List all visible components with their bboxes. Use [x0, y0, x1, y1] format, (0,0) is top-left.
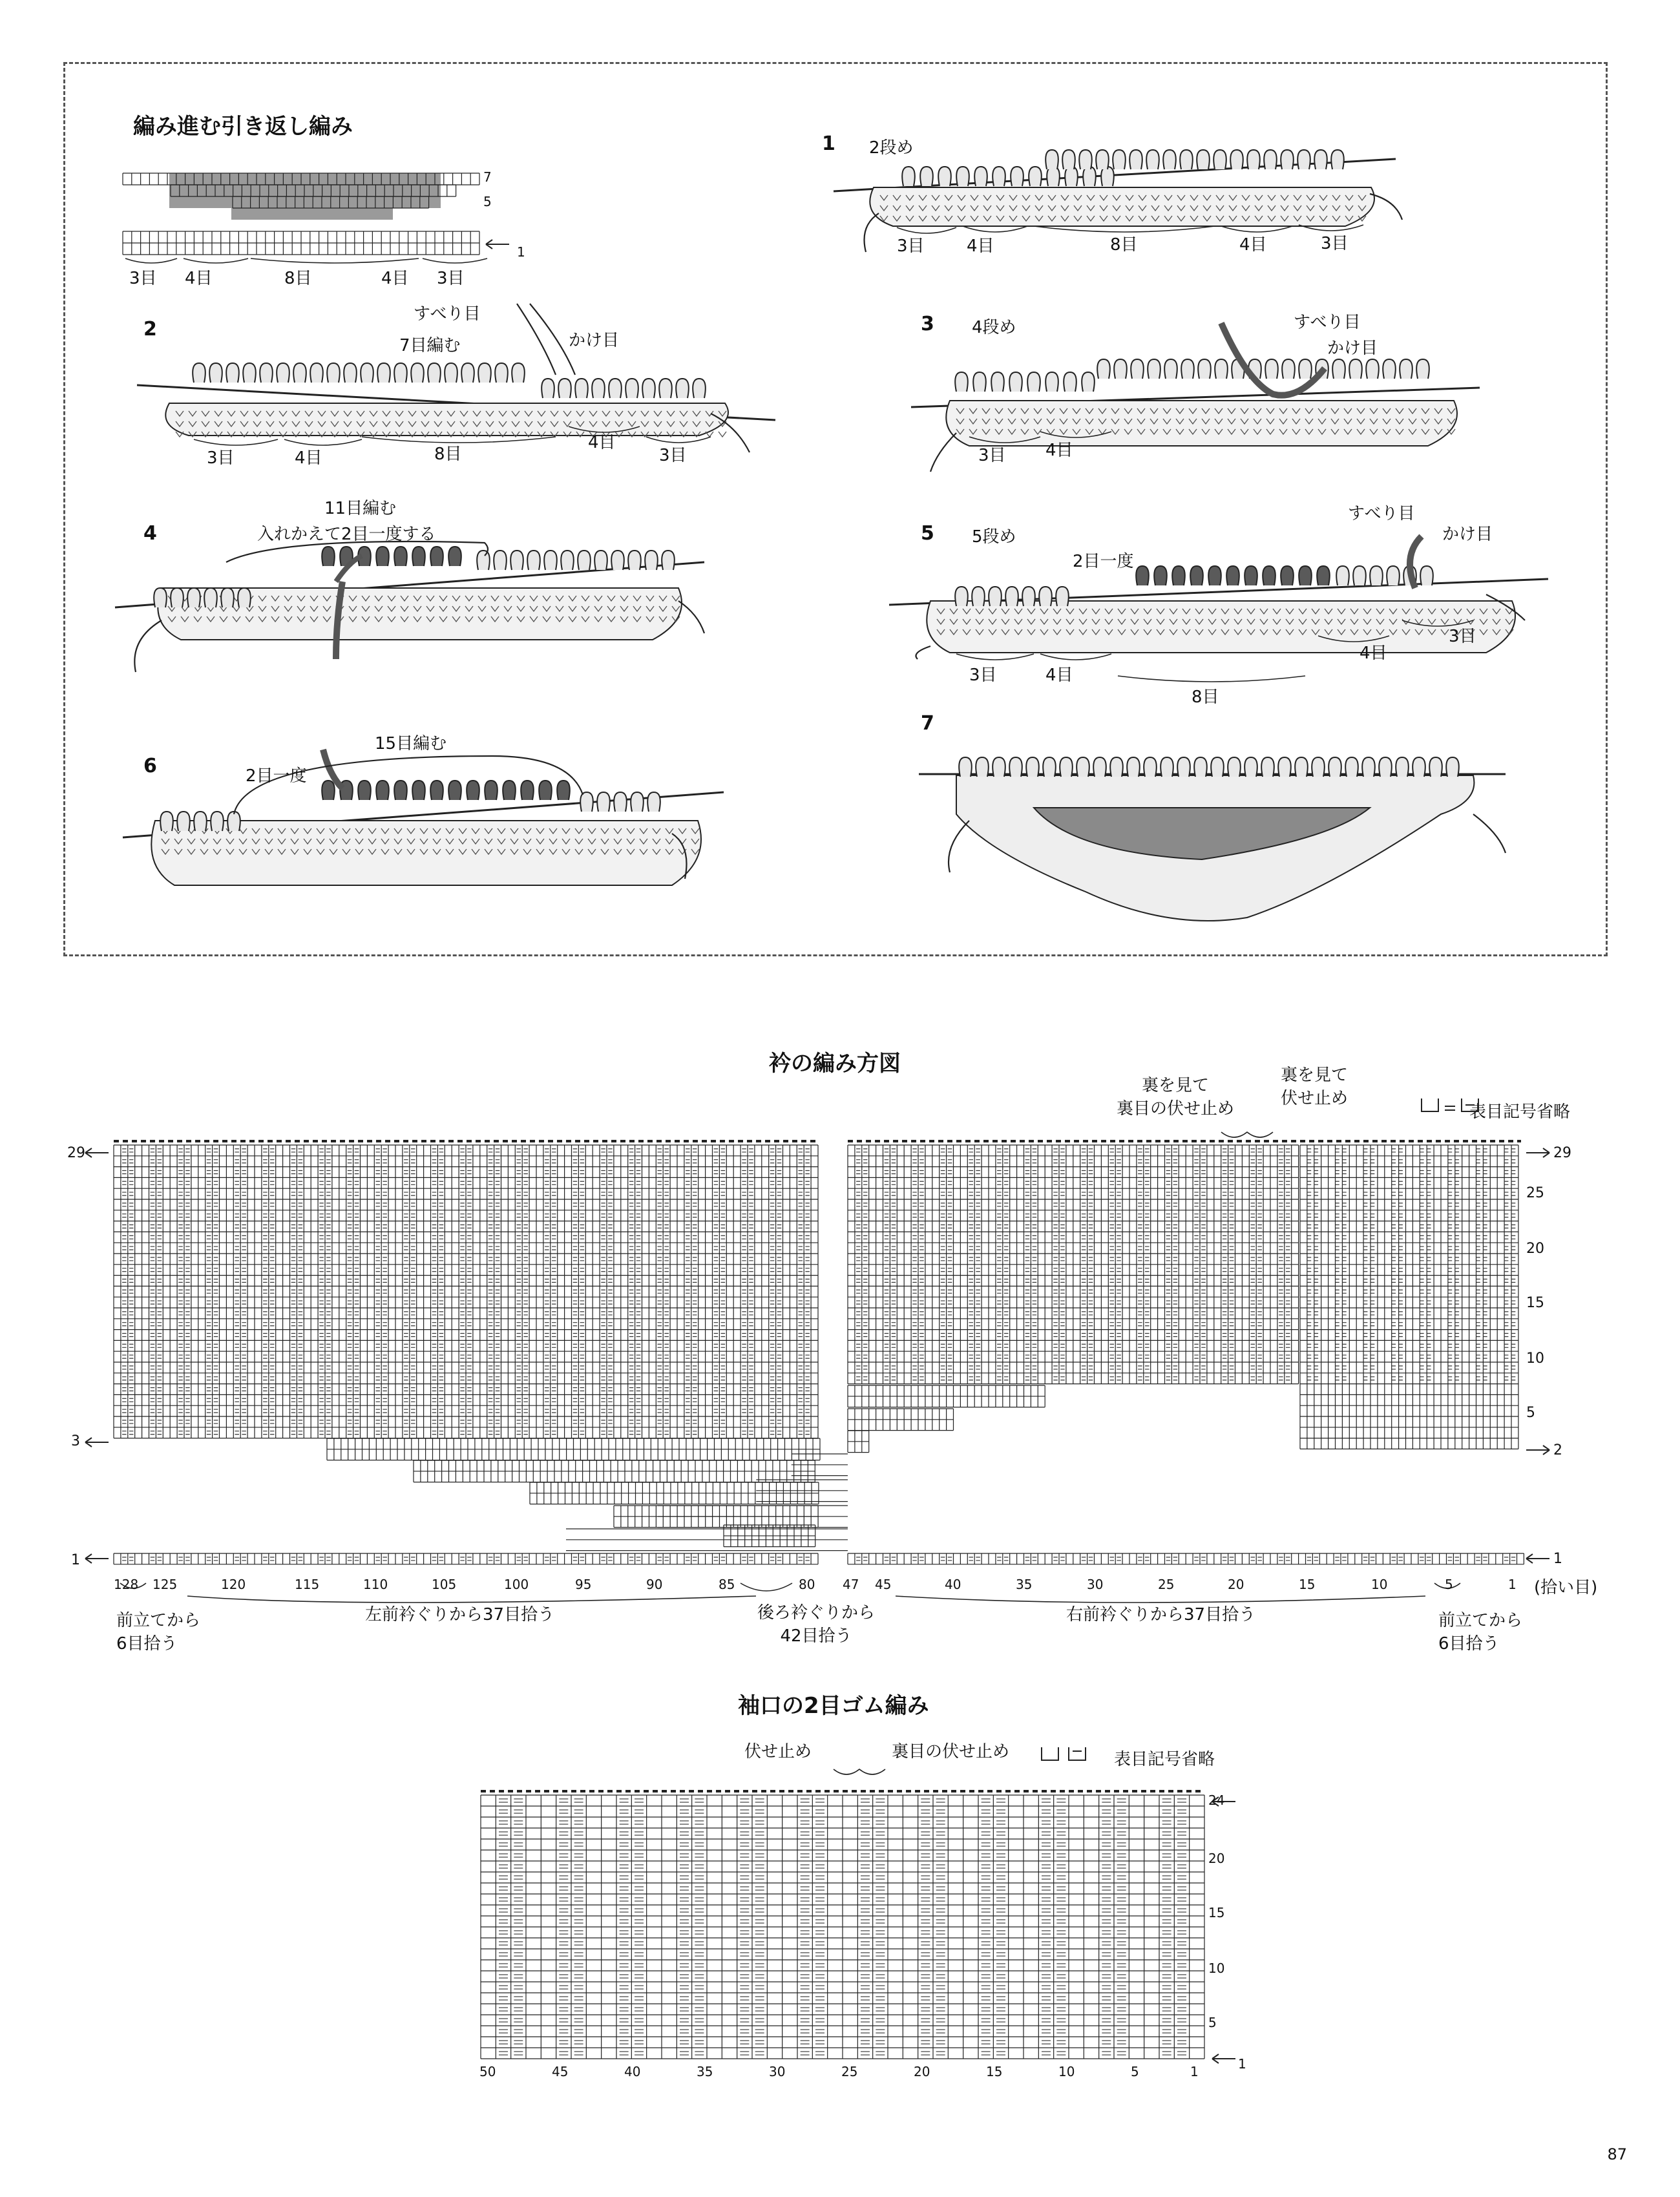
note-label: 15目編む: [375, 734, 447, 753]
collar-legend: 表目記号省略: [1469, 1102, 1571, 1122]
stitch-number: 85: [719, 1577, 735, 1592]
row-number: 24: [1208, 1792, 1225, 1808]
page-number: 87: [1607, 2145, 1627, 2163]
row-number: 10: [1526, 1351, 1544, 1367]
stitch-number: 50: [479, 2064, 496, 2079]
stitch-number: 15: [986, 2064, 1003, 2079]
note-label: かけ目: [1327, 339, 1378, 358]
row-number: 25: [1526, 1185, 1544, 1201]
step-number: 4: [143, 522, 157, 545]
section-title: 編み進む引き返し編み: [133, 114, 353, 140]
stitch-number: 40: [624, 2064, 641, 2079]
collar-label: 右前衿ぐりから37目拾う: [1066, 1605, 1256, 1624]
step-number: 6: [143, 755, 157, 777]
count-label: 3目: [978, 446, 1006, 465]
step-number: 5: [921, 522, 934, 545]
note-label: すべり目: [1348, 504, 1415, 523]
stitch-number: 95: [575, 1577, 592, 1592]
cuff-legend: 表目記号省略: [1114, 1750, 1215, 1769]
mini-count: 4目: [381, 269, 409, 288]
stitch-number: 40: [945, 1577, 961, 1592]
stitch-number: 45: [875, 1577, 892, 1592]
count-label: 4目: [1360, 644, 1387, 663]
count-label: 4目: [1045, 441, 1073, 460]
stitch-number: 105: [432, 1577, 457, 1592]
note-leader: [834, 1769, 885, 1774]
collar-note-2: 裏を見て 伏せ止め: [1281, 1066, 1349, 1108]
step-number: 2: [143, 318, 157, 341]
step-label: 5段め: [972, 527, 1016, 547]
count-label: 3目: [1321, 234, 1349, 253]
row-number: 20: [1526, 1241, 1544, 1257]
row-number: 5: [1208, 2015, 1217, 2030]
stitch-number: 90: [646, 1577, 663, 1592]
step-label: 4段め: [972, 318, 1016, 337]
legend-symbol: [1042, 1747, 1086, 1760]
collar-label: 後ろ衿ぐりから 42目拾う: [757, 1603, 876, 1646]
count-label: 4目: [295, 448, 322, 468]
mini-count: 8目: [284, 269, 312, 288]
collar-label: 前立てから 6目拾う: [1438, 1611, 1523, 1654]
mini-row-7: 7: [483, 169, 492, 185]
stitch-number: 20: [914, 2064, 930, 2079]
stitch-number: 1: [1508, 1577, 1517, 1592]
stitch-number: 100: [504, 1577, 529, 1592]
stitch-number: 25: [1158, 1577, 1175, 1592]
stitch-number: 80: [799, 1577, 815, 1592]
mini-count: 3目: [437, 269, 465, 288]
stitch-number: 110: [363, 1577, 388, 1592]
row-number: 15: [1526, 1295, 1544, 1311]
stitch-number: 30: [1087, 1577, 1104, 1592]
step-label: 2段め: [869, 138, 914, 158]
note-label: かけ目: [569, 331, 620, 350]
collar-title: 衿の編み方図: [769, 1051, 901, 1077]
note-label: 2目一度: [246, 766, 307, 786]
stitch-number: 25: [841, 2064, 858, 2079]
row-number: 29: [1553, 1145, 1571, 1161]
note-label: 11目編む: [324, 499, 397, 518]
row-number: 3: [71, 1433, 80, 1449]
stitch-number: 5: [1445, 1577, 1453, 1592]
cuff-note-1: 伏せ止め: [744, 1742, 812, 1761]
stitch-number: 20: [1228, 1577, 1244, 1592]
stitch-number: 120: [221, 1577, 246, 1592]
collar-label: 左前衿ぐりから37目拾う: [365, 1605, 555, 1624]
cuff-note-2: 裏目の伏せ止め: [892, 1742, 1010, 1761]
step-number: 7: [921, 712, 934, 735]
row-number: 1: [71, 1552, 80, 1568]
mini-count: 3目: [129, 269, 157, 288]
stitch-number: 15: [1299, 1577, 1316, 1592]
row-number: 29: [67, 1145, 85, 1161]
stitch-number: 115: [295, 1577, 320, 1592]
mini-count: 4目: [185, 269, 213, 288]
row-number: 20: [1208, 1851, 1225, 1866]
stitch-number: 10: [1371, 1577, 1388, 1592]
cuff-grid: [481, 1795, 1204, 2059]
count-label: 4目: [1045, 666, 1073, 685]
stitch-number: 10: [1058, 2064, 1075, 2079]
row-number: 15: [1208, 1905, 1225, 1920]
step-number: 1: [822, 132, 835, 155]
row-number: 2: [1553, 1442, 1562, 1458]
count-label: 3目: [659, 446, 687, 465]
count-label: 4目: [967, 237, 994, 256]
mini-row-1: 1: [517, 244, 525, 260]
count-label: 8目: [1192, 688, 1219, 707]
note-label: すべり目: [414, 304, 481, 324]
row-number: 5: [1526, 1405, 1535, 1421]
stitch-number: 128: [114, 1577, 139, 1592]
stitch-number: 5: [1131, 2064, 1139, 2079]
pickup-label: (拾い目): [1534, 1578, 1598, 1597]
count-label: 8目: [1110, 235, 1138, 255]
stitch-number: 45: [552, 2064, 569, 2079]
row-number: 1: [1553, 1551, 1562, 1567]
stitch-number: 35: [697, 2064, 713, 2079]
mini-row-5: 5: [483, 194, 492, 209]
count-label: 4目: [1239, 235, 1267, 255]
note-label: 2目一度: [1073, 552, 1134, 571]
stitch-number: 35: [1016, 1577, 1033, 1592]
stitch-number: 125: [152, 1577, 178, 1592]
count-label: 4目: [588, 433, 616, 452]
row-number: 10: [1208, 1960, 1225, 1976]
stitch-number: 30: [769, 2064, 786, 2079]
count-label: 8目: [434, 445, 462, 464]
count-label: 3目: [969, 666, 997, 685]
stitch-number: 47: [843, 1577, 859, 1592]
note-label: かけ目: [1442, 525, 1493, 544]
step-number: 3: [921, 313, 934, 335]
count-label: 3目: [1449, 627, 1476, 646]
note-label: 7目編む: [399, 336, 461, 355]
count-label: 3目: [207, 448, 235, 468]
cuff-title: 袖口の2目ゴム編み: [738, 1693, 929, 1719]
count-label: 3目: [897, 237, 925, 256]
collar-note-1: 裏を見て 裏目の伏せ止め: [1117, 1076, 1235, 1119]
note-label: 入れかえて2目一度する: [257, 525, 436, 544]
collar-label: 前立てから 6目拾う: [116, 1611, 201, 1654]
row-arrow: [1212, 2054, 1235, 2063]
note-label: すべり目: [1294, 313, 1361, 332]
stitch-number: 1: [1190, 2064, 1199, 2079]
row-number: 1: [1238, 2056, 1246, 2072]
